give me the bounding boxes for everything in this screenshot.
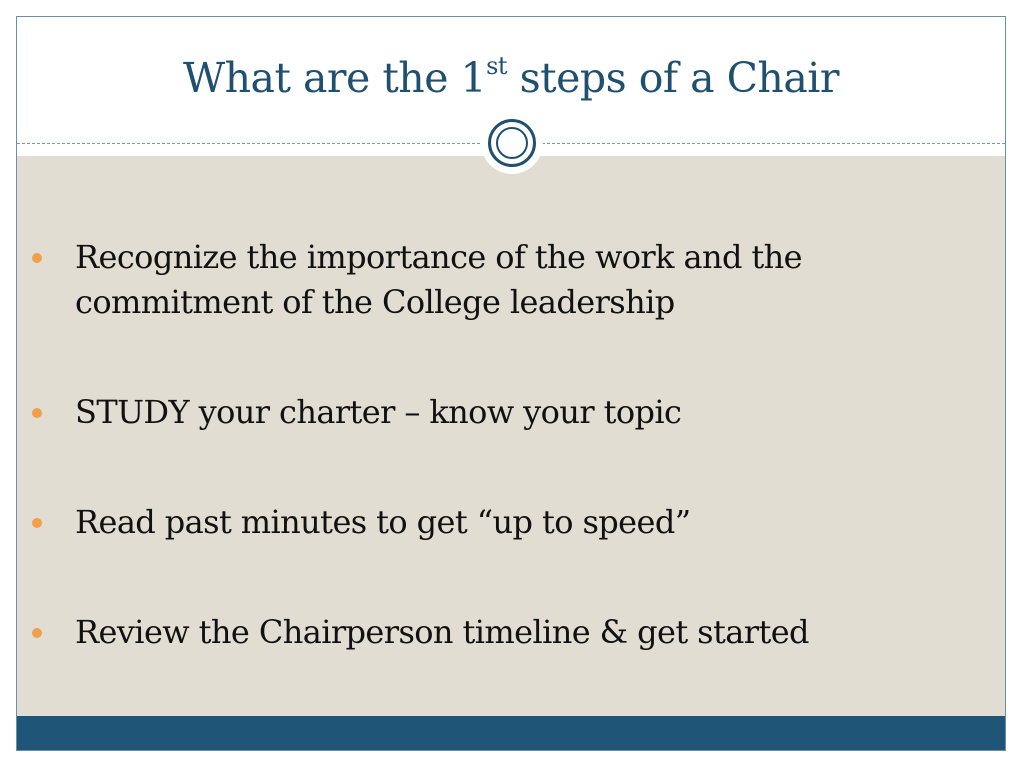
- bullet-item: [57, 235, 917, 325]
- bullet-item: [57, 500, 917, 545]
- bullet-text: STUDY your charter – know your topic: [75, 393, 682, 431]
- double-ring-circle-icon: [481, 112, 543, 174]
- inner-ring: [496, 127, 528, 159]
- filled-circle-bullet-icon: [32, 253, 42, 263]
- slide-title: [17, 54, 1005, 103]
- bullet-text: Read past minutes to get “up to speed”: [75, 503, 691, 541]
- filled-circle-bullet-icon: [32, 408, 42, 418]
- bullet-list: [17, 156, 1005, 716]
- slide-title-main: What are the 1: [182, 54, 487, 102]
- slide-title-end: steps of a Chair: [507, 54, 839, 102]
- bullet-text: Review the Chairperson timeline & get started: [75, 613, 809, 651]
- outer-ring: [488, 119, 536, 167]
- content-area: [17, 156, 1005, 716]
- bullet-item: [57, 390, 917, 435]
- slide: [16, 16, 1006, 751]
- slide-title-superscript: st: [486, 52, 508, 81]
- filled-circle-bullet-icon: [32, 628, 42, 638]
- bullet-item: [57, 610, 917, 655]
- filled-circle-bullet-icon: [32, 518, 42, 528]
- footer-bar: [17, 716, 1005, 751]
- bullet-text: Recognize the importance of the work and the commitment of the College leadership: [75, 238, 803, 321]
